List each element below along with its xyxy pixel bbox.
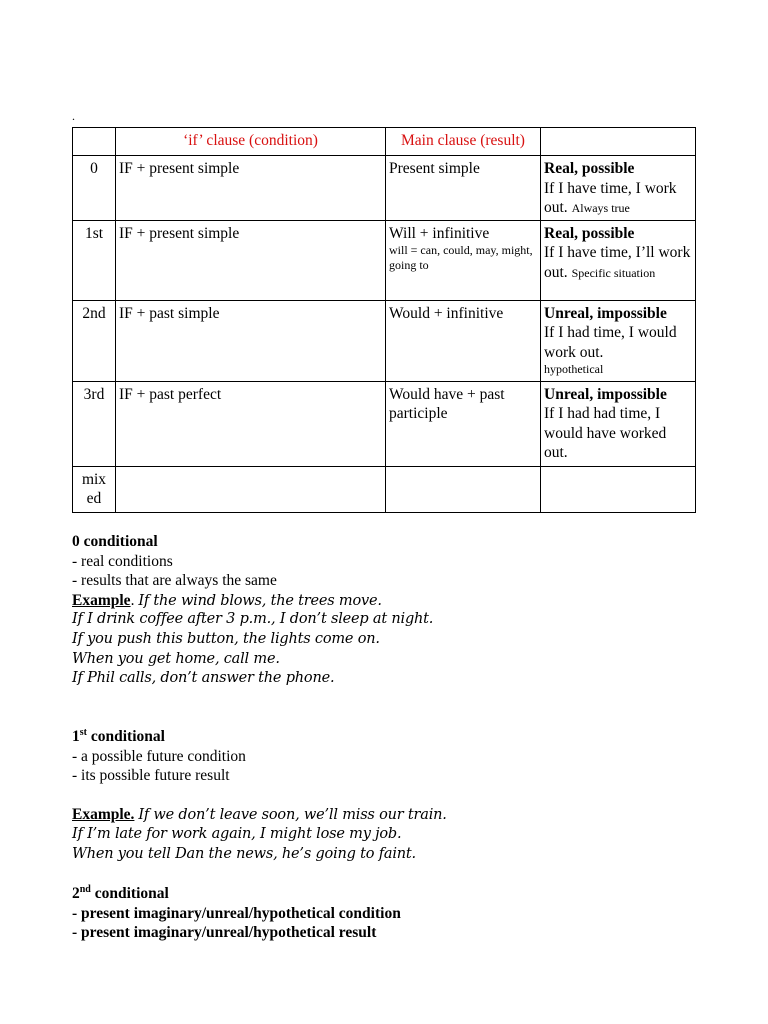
example-separator: . — [130, 591, 135, 609]
example-line — [72, 805, 712, 825]
section-heading — [72, 727, 712, 747]
example-sentence: If we don’t leave soon, we’ll miss our train. — [138, 807, 447, 824]
bullet-point: - present imaginary/unreal/hypothetical condition — [72, 904, 401, 922]
header-cell-empty-right — [541, 128, 696, 156]
second-conditional-section — [72, 884, 712, 943]
section-heading: 0 conditional — [72, 533, 158, 550]
bullet-point: - present imaginary/unreal/hypothetical result — [72, 924, 377, 942]
main-clause-cell — [386, 300, 541, 381]
if-clause-cell — [116, 466, 386, 512]
blank-line — [72, 786, 712, 806]
bullet-point: - a possible future condition — [72, 747, 246, 765]
heading-number: 1 — [72, 728, 80, 745]
main-clause-note: will = can, could, may, might, going to — [389, 243, 533, 272]
bullet-point: - its possible future result — [72, 767, 230, 785]
table-row — [73, 156, 696, 221]
result-type: Real, possible — [544, 224, 635, 242]
table-header-row — [73, 128, 696, 156]
row-number: 1st — [73, 220, 116, 300]
heading-text: conditional — [90, 885, 169, 902]
result-cell — [541, 156, 696, 221]
table-row — [73, 466, 696, 512]
table-row — [73, 220, 696, 300]
example-line — [72, 591, 712, 611]
result-note: Always true — [571, 201, 630, 215]
main-clause-text: Would have + past participle — [389, 385, 505, 422]
example-sentence: If the wind blows, the trees move. — [138, 592, 382, 609]
conditionals-table — [72, 127, 696, 513]
example-sentence: When you get home, call me. — [72, 650, 280, 667]
result-note: hypothetical — [544, 362, 604, 376]
if-clause-cell: IF + past perfect — [116, 381, 386, 466]
main-clause-cell — [386, 220, 541, 300]
heading-suffix: st — [79, 726, 87, 738]
result-example: If I have time, I’ll work out. — [544, 244, 691, 281]
main-clause-text: Will + infinitive — [389, 224, 490, 242]
if-clause-cell: IF + present simple — [116, 156, 386, 221]
first-conditional-section — [72, 727, 712, 864]
result-example: If I have time, I work out. — [544, 179, 677, 216]
example-label: Example — [72, 591, 131, 609]
row-number: 0 — [73, 156, 116, 221]
main-clause-cell — [386, 466, 541, 512]
heading-suffix: nd — [79, 883, 91, 895]
section-heading — [72, 884, 712, 904]
example-sentence: If Phil calls, don’t answer the phone. — [72, 670, 335, 687]
result-type: Unreal, impossible — [544, 304, 667, 322]
table-row — [73, 300, 696, 381]
example-label: Example. — [72, 806, 135, 824]
header-cell-empty — [73, 128, 116, 156]
if-clause-cell: IF + present simple — [116, 220, 386, 300]
example-sentence: If I drink coffee after 3 p.m., I don’t sleep at night. — [72, 611, 434, 628]
stray-dot: . — [72, 109, 75, 123]
main-clause-cell — [386, 381, 541, 466]
result-cell — [541, 381, 696, 466]
example-sentence: When you tell Dan the news, he’s going to faint. — [72, 845, 416, 862]
example-sentence: If you push this button, the lights come on. — [72, 630, 380, 647]
result-type: Real, possible — [544, 160, 635, 177]
heading-text: conditional — [86, 728, 165, 745]
result-note: Specific situation — [571, 265, 656, 280]
result-cell — [541, 466, 696, 512]
row-number: 3rd — [73, 381, 116, 466]
row-number: 2nd — [73, 300, 116, 381]
result-cell — [541, 220, 696, 300]
zero-conditional-section — [72, 532, 712, 689]
if-clause-cell: IF + past simple — [116, 300, 386, 381]
main-clause-cell — [386, 156, 541, 221]
bullet-point: - results that are always the same — [72, 572, 277, 590]
header-if-clause: ‘if’ clause (condition) — [116, 128, 386, 156]
result-example: If I had had time, I would have worked out. — [544, 405, 667, 461]
row-number: mix ed — [73, 466, 116, 512]
table-row — [73, 381, 696, 466]
bullet-point: - real conditions — [72, 552, 173, 570]
main-clause-text: Would + infinitive — [389, 304, 504, 322]
header-main-clause: Main clause (result) — [386, 128, 541, 156]
example-sentence: If I’m late for work again, I might lose my job. — [72, 825, 402, 842]
main-clause-text: Present simple — [389, 160, 480, 177]
result-cell — [541, 300, 696, 381]
result-type: Unreal, impossible — [544, 385, 667, 403]
heading-number: 2 — [72, 885, 80, 902]
result-example: If I had time, I would work out. — [544, 324, 677, 361]
